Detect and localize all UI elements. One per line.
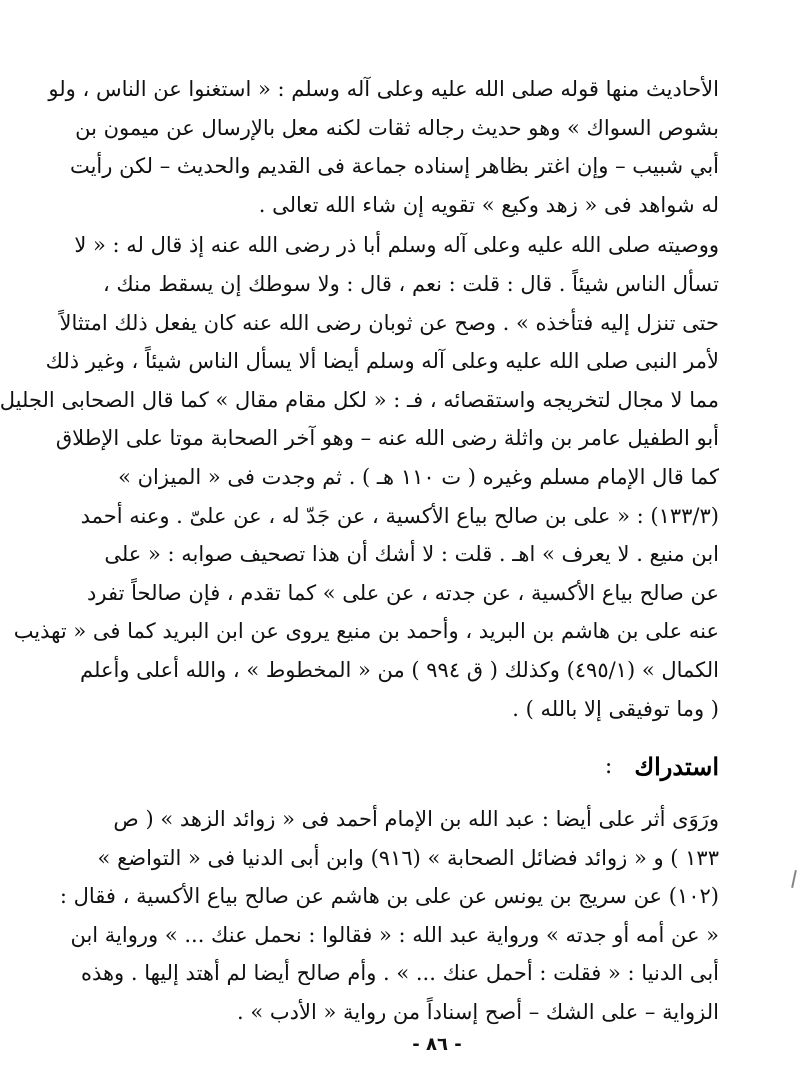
text-line: أبى الدنيا : « فقلت : أحمل عنك ... » . وأم صالح أيضا لم أهتد إليها . وهذه (80, 961, 719, 986)
text-line: كما قال الإمام مسلم وغيره ( ت ١١٠ هـ ) . ثم وجدت فى « الميزان » (118, 464, 719, 489)
text-line: أبو الطفيل عامر بن واثلة رضى الله عنه – وهو آخر الصحابة موتا على الإطلاق (55, 426, 719, 451)
text-line: عن صالح بياع الأكسية ، عن جدته ، عن على » كما تقدم ، فإن صالحاً تفرد (87, 580, 719, 605)
paragraph-2 (0, 226, 719, 728)
section-heading (133, 746, 719, 786)
margin-mark (791, 870, 797, 888)
book-page (0, 70, 719, 1032)
text-line: (١٠٢) عن سريج بن يونس عن على بن هاشم عن صالح بياع الأكسية ، فقال : (59, 884, 719, 909)
text-line: بشوص السواك » وهو حديث رجاله ثقات لكنه معل بالإرسال عن ميمون بن (75, 115, 719, 140)
page-number: - ٨٦ - (412, 1034, 462, 1055)
text-line: تسأل الناس شيئاً . قال : قلت : نعم ، قال : ولا سوطك إن يسقط منك ، (102, 271, 719, 296)
paragraph-1 (48, 70, 719, 224)
heading-title: استدراك (634, 751, 719, 781)
text-line: ابن منيع . لا يعرف » اهـ . قلت : لا أشك أن هذا تصحيف صوابه : « على (104, 542, 719, 567)
text-line: حتى تنزل إليه فتأخذه » . وصح عن ثوبان رضى الله عنه كان يفعل ذلك امتثالاً (59, 310, 719, 335)
text-line: مما لا مجال لتخريجه واستقصائه ، فـ : « لكل مقام مقال » كما قال الصحابى الجليل (0, 387, 719, 412)
text-line: له شواهد فى « زهد وكيع » تقويه إن شاء الله تعالى . (258, 192, 719, 217)
text-line: أبي شبيب – وإن اغتر بظاهر إسناده جماعة فى القديم والحديث – لكن رأيت (69, 154, 719, 179)
heading-colon: : (604, 753, 613, 779)
text-line: ١٣٣ ) و « زوائد فضائل الصحابة » (٩١٦) وابن أبى الدنيا فى « التواضع » (97, 845, 719, 870)
text-line: عنه على بن هاشم بن البريد ، وأحمد بن منيع يروى عن ابن البريد كما فى « تهذيب (13, 619, 719, 644)
text-line: الأحاديث منها قوله صلى الله عليه وعلى آله وسلم : « استغنوا عن الناس ، ولو (48, 77, 719, 101)
text-line: الكمال » (٤٩٥/١) وكذلك ( ق ٩٩٤ ) من « المخطوط » ، والله أعلى وأعلم (80, 657, 719, 682)
text-line: ورَوَى أثر على أيضا : عبد الله بن الإمام أحمد فى « زوائد الزهد » ( ص (113, 807, 719, 832)
text-line: الزواية – على الشك – أصح إسناداً من رواية « الأدب » . (237, 1000, 719, 1025)
text-line: ( وما توفيقى إلا بالله ) . (512, 696, 719, 721)
text-line: « عن أمه أو جدته » ورواية عبد الله : « فقالوا : نحمل عنك ... » ورواية ابن (70, 922, 719, 947)
paragraph-3 (59, 800, 719, 1032)
text-line: لأمر النبى صلى الله عليه وعلى آله وسلم أيضا ألا يسأل الناس شيئاً ، وغير ذلك (45, 349, 719, 374)
text-line: (١٣٣/٣) : « على بن صالح بياع الأكسية ، عن جَدّ له ، عن علىّ . وعنه أحمد (80, 503, 719, 528)
text-line: ووصيته صلى الله عليه وعلى آله وسلم أبا ذر رضى الله عنه إذ قال له : « لا (74, 233, 719, 258)
